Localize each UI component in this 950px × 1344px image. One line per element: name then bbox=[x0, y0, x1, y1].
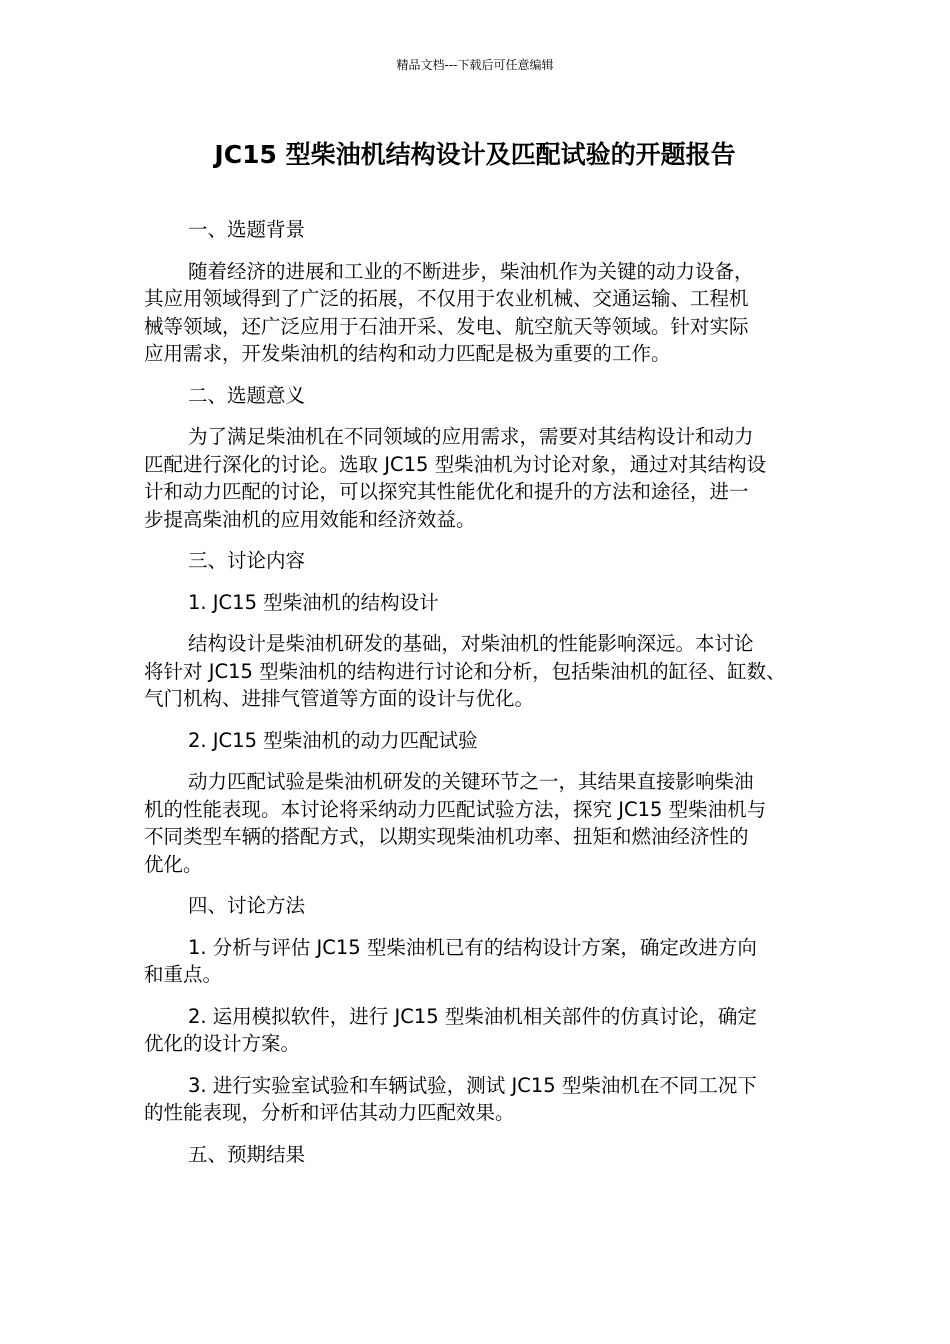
header-note: 精品文档---下载后可任意编辑 bbox=[396, 58, 554, 72]
section-heading-content: 三、讨论内容 bbox=[188, 549, 306, 572]
subheading-power-matching: 2. JC15 型柴油机的动力匹配试验 bbox=[188, 728, 478, 752]
paragraph-significance: 为了满足柴油机在不同领域的应用需求，需要对其结构设计和动力 匹配进行深化的讨论。选取 JC15 型柴油机为讨论对象，通过对其结构设 计和动力匹配的讨论，可以探究其性能优化和提升的方法和途径，进一 步提高柴油机的应用效能和经济效益。 bbox=[144, 425, 767, 531]
section-heading-significance: 二、选题意义 bbox=[188, 383, 306, 407]
method-item-1: 1. 分析与评估 JC15 型柴油机已有的结构设计方案，确定改进方向 和重点。 bbox=[144, 935, 757, 986]
paragraph-structure-design: 结构设计是柴油机研发的基础，对柴油机的性能影响深远。本讨论 将针对 JC15 型柴油机的结构进行讨论和分析，包括柴油机的缸径、缸数、 气门机构、进排气管道等方面的设计与优化。 bbox=[144, 632, 786, 710]
section-heading-methods: 四、讨论方法 bbox=[188, 894, 306, 917]
section-heading-background: 一、选题背景 bbox=[188, 218, 306, 241]
paragraph-power-matching: 动力匹配试验是柴油机研发的关键环节之一，其结果直接影响柴油 机的性能表现。本讨论将采纳动力匹配试验方法，探究 JC15 型柴油机与 不同类型车辆的搭配方式，以期实现柴油机功率、扭矩和燃油经济性的 优化。 bbox=[144, 770, 767, 876]
method-item-3: 3. 进行实验室试验和车辆试验，测试 JC15 型柴油机在不同工况下 的性能表现，分析和评估其动力匹配效果。 bbox=[144, 1073, 757, 1124]
document-body bbox=[144, 216, 808, 1182]
section-heading-expected-results: 五、预期结果 bbox=[188, 1142, 306, 1166]
document-title: JC15 型柴油机结构设计及匹配试验的开题报告 bbox=[214, 140, 736, 169]
subheading-structure-design: 1. JC15 型柴油机的结构设计 bbox=[188, 590, 439, 614]
paragraph-background: 随着经济的进展和工业的不断进步，柴油机作为关键的动力设备， 其应用领域得到了广泛的拓展，不仅用于农业机械、交通运输、工程机 械等领域，还广泛应用于石油开采、发电、航空航天等领域。针对实际 应用需求，开发柴油机的结构和动力匹配是极为重要的工作。 bbox=[144, 259, 754, 365]
method-item-2: 2. 运用模拟软件，进行 JC15 型柴油机相关部件的仿真讨论，确定 优化的设计方案。 bbox=[144, 1004, 757, 1055]
